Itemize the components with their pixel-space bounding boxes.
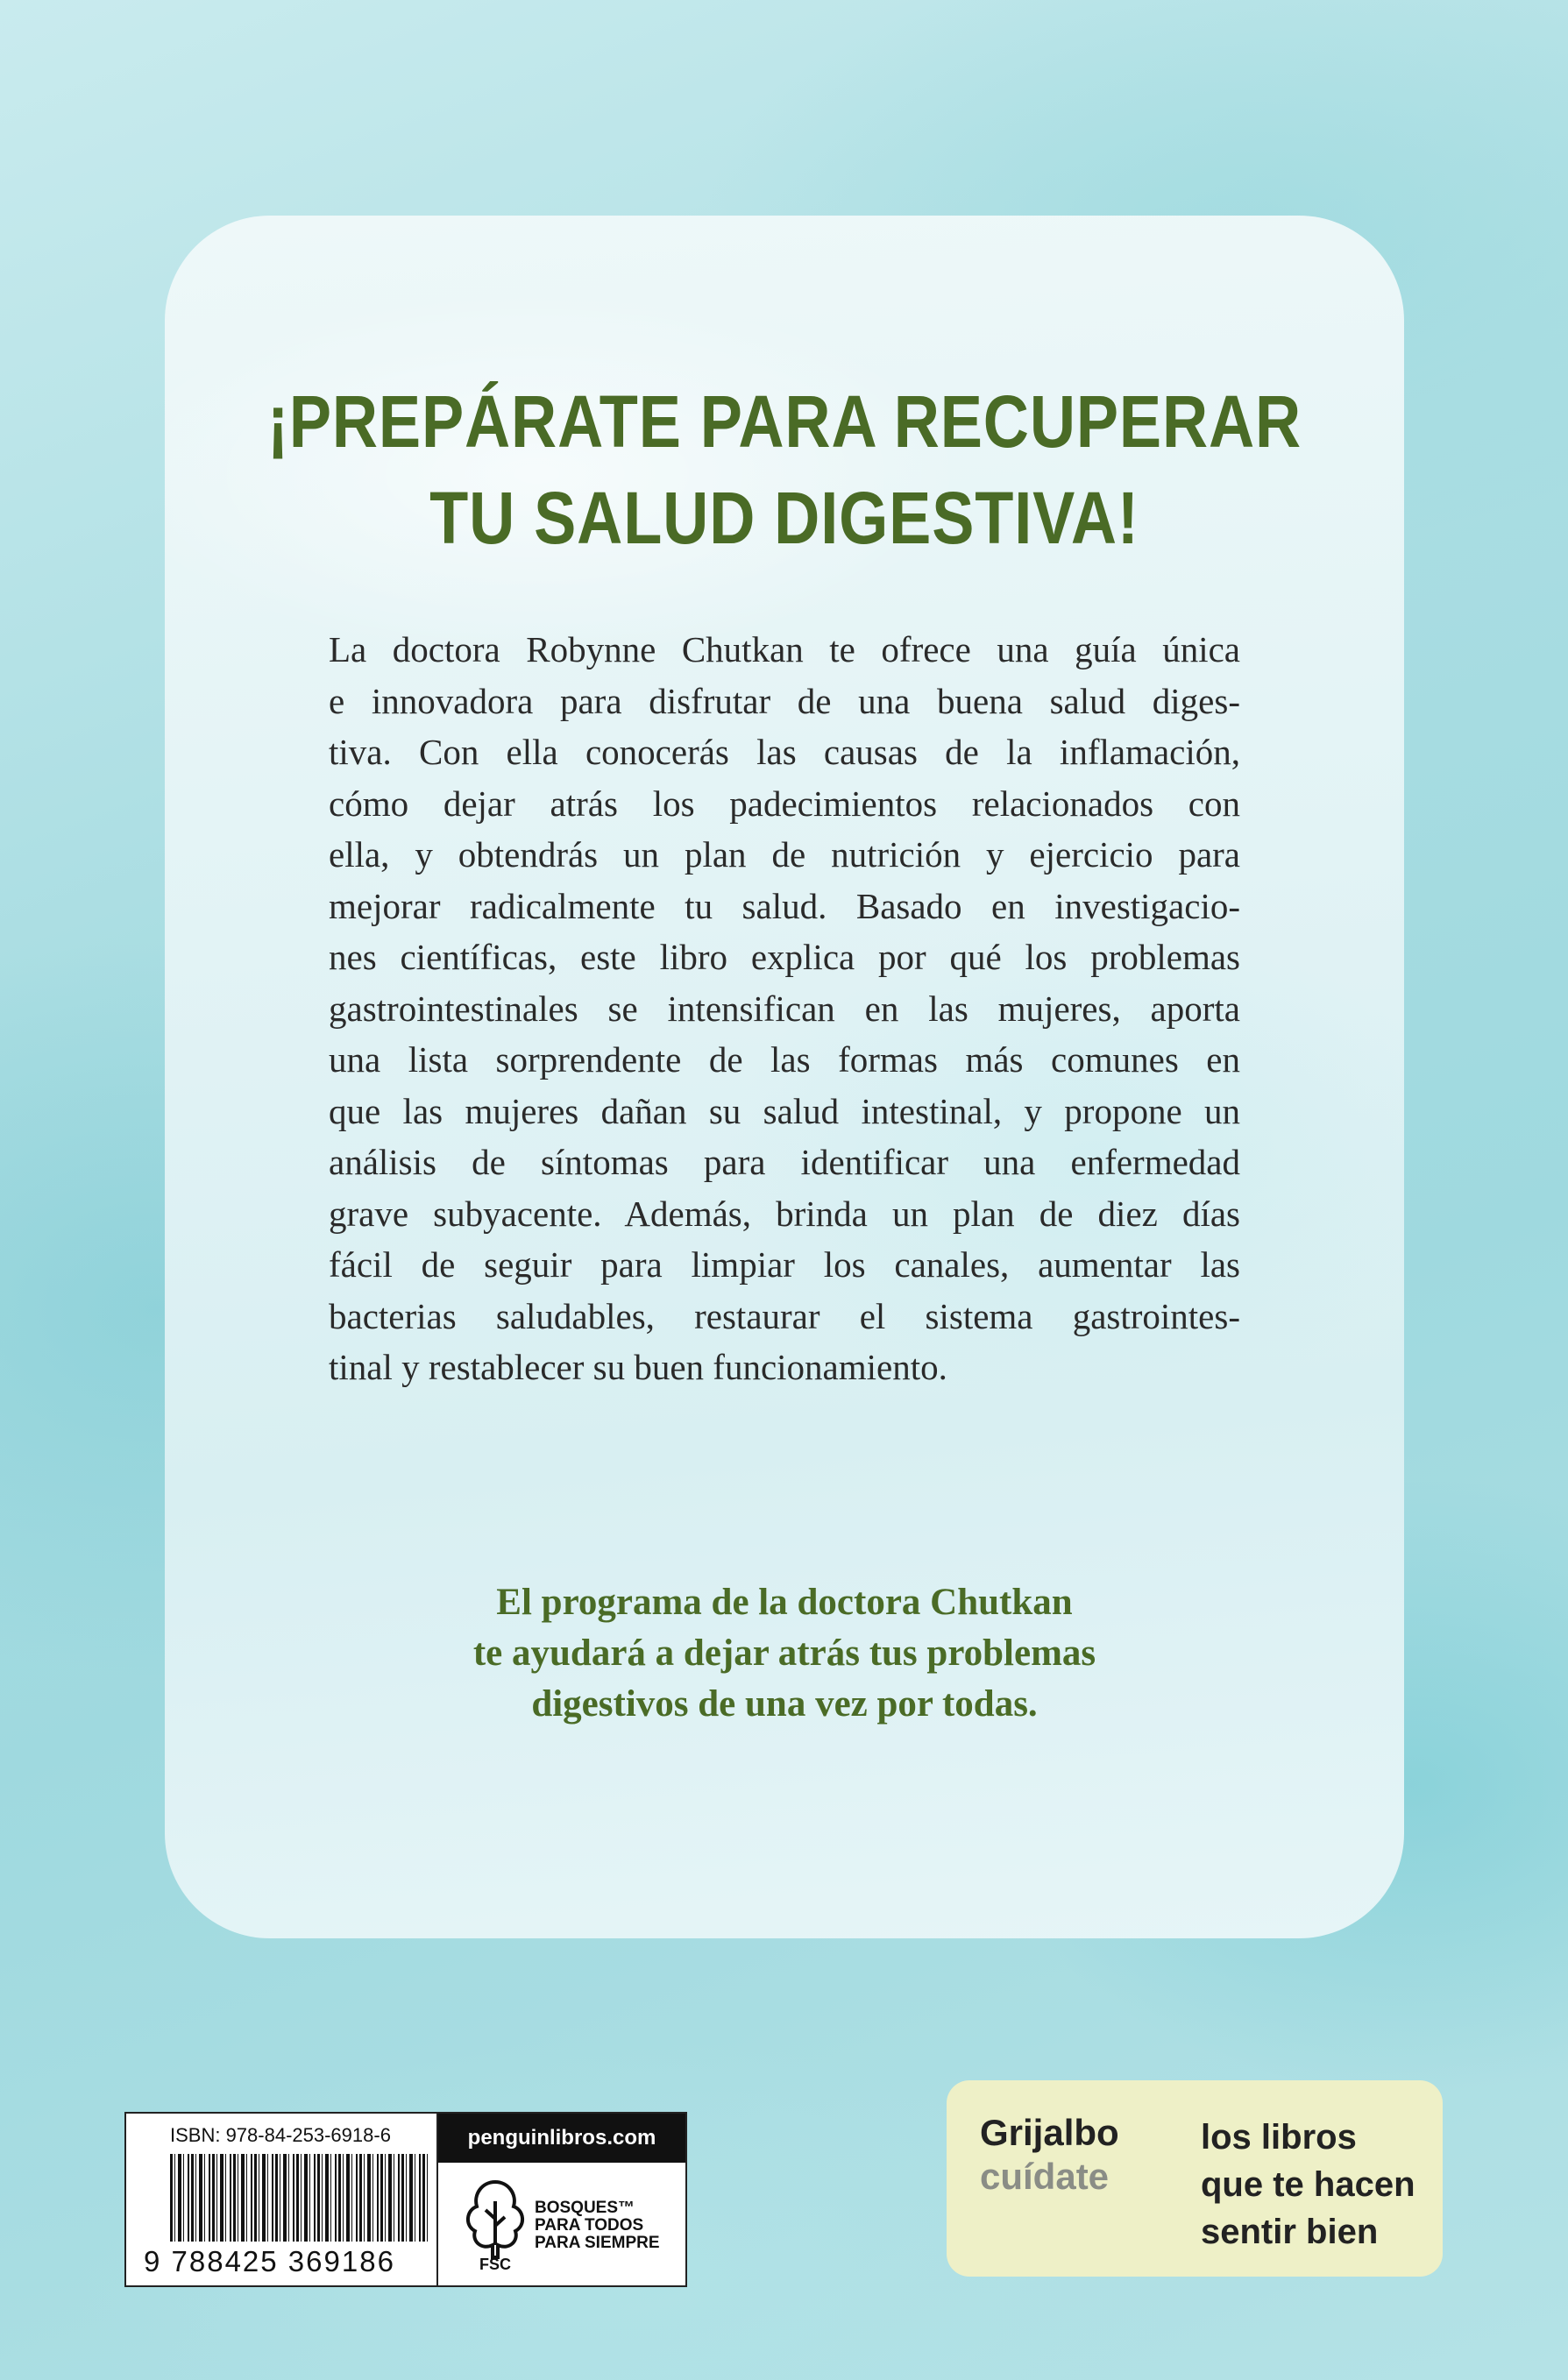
slogan-line: sentir bien (1201, 2213, 1379, 2251)
body-line: una lista sorprendente de las formas más comunes en (329, 1039, 1240, 1080)
slogan-line: los libros (1201, 2118, 1357, 2157)
fsc-slogan (535, 2199, 660, 2252)
body-line: grave subyacente. Además, brinda un plan de diez días (329, 1193, 1240, 1234)
body-line: mejorar radicalmente tu salud. Basado en investigacio- (329, 885, 1240, 926)
closing-line-1: El programa de la doctora Chutkan (496, 1582, 1073, 1623)
headline-line-2: TU SALUD DIGESTIVA! (429, 477, 1139, 559)
publisher-name: Grijalbo (980, 2112, 1119, 2153)
slogan-line: que te hacen (1201, 2165, 1415, 2204)
body-line: fácil de seguir para limpiar los canales, aumentar las (329, 1244, 1240, 1285)
publisher-slogan (1201, 2114, 1415, 2256)
website-label: penguinlibros.com (438, 2114, 685, 2163)
headline-line-1: ¡PREPÁRATE PARA RECUPERAR (266, 380, 1302, 463)
headline (252, 373, 1317, 566)
fsc-line: PARA SIEMPRE (535, 2234, 660, 2252)
barcode-box (124, 2112, 687, 2287)
body-line: que las mujeres dañan su salud intestinal, y propone un (329, 1090, 1240, 1131)
body-line: La doctora Robynne Chutkan te ofrece una guía única (329, 629, 1240, 669)
fsc-line: BOSQUES™ (535, 2199, 635, 2217)
fsc-label: FSC (479, 2256, 511, 2271)
collection-name: cuídate (980, 2156, 1110, 2197)
description-text (329, 624, 1240, 1393)
body-line: gastrointestinales se intensifican en las mujeres, aporta (329, 988, 1240, 1029)
isbn-label: ISBN: 978-84-253-6918-6 (170, 2124, 391, 2146)
barcode-digits: 9 788425 369186 (144, 2245, 395, 2277)
body-line: análisis de síntomas para identificar una enfermedad (329, 1142, 1240, 1182)
body-line: cómo dejar atrás los padecimientos relacionados con (329, 783, 1240, 824)
fsc-tree-icon (456, 2175, 535, 2271)
content-panel (165, 216, 1404, 1938)
closing-line-2: te ayudará a dejar atrás tus problemas (472, 1633, 1096, 1674)
fsc-line: PARA TODOS (535, 2216, 644, 2235)
body-line: e innovadora para disfrutar de una buena salud diges- (329, 680, 1240, 721)
body-line: ella, y obtendrás un plan de nutrición y ejercicio para (329, 834, 1240, 875)
body-line: tinal y restablecer su buen funcionamiento. (329, 1347, 947, 1387)
closing-line-3: digestivos de una vez por todas. (531, 1683, 1038, 1725)
closing-statement (165, 1577, 1404, 1730)
body-line: tiva. Con ella conocerás las causas de la inflamación, (329, 732, 1240, 772)
body-line: nes científicas, este libro explica por qué los problemas (329, 937, 1240, 977)
barcode-image (170, 2154, 428, 2242)
body-line: bacterias saludables, restaurar el sistema gastrointes- (329, 1295, 1240, 1336)
publisher-box (947, 2080, 1443, 2277)
